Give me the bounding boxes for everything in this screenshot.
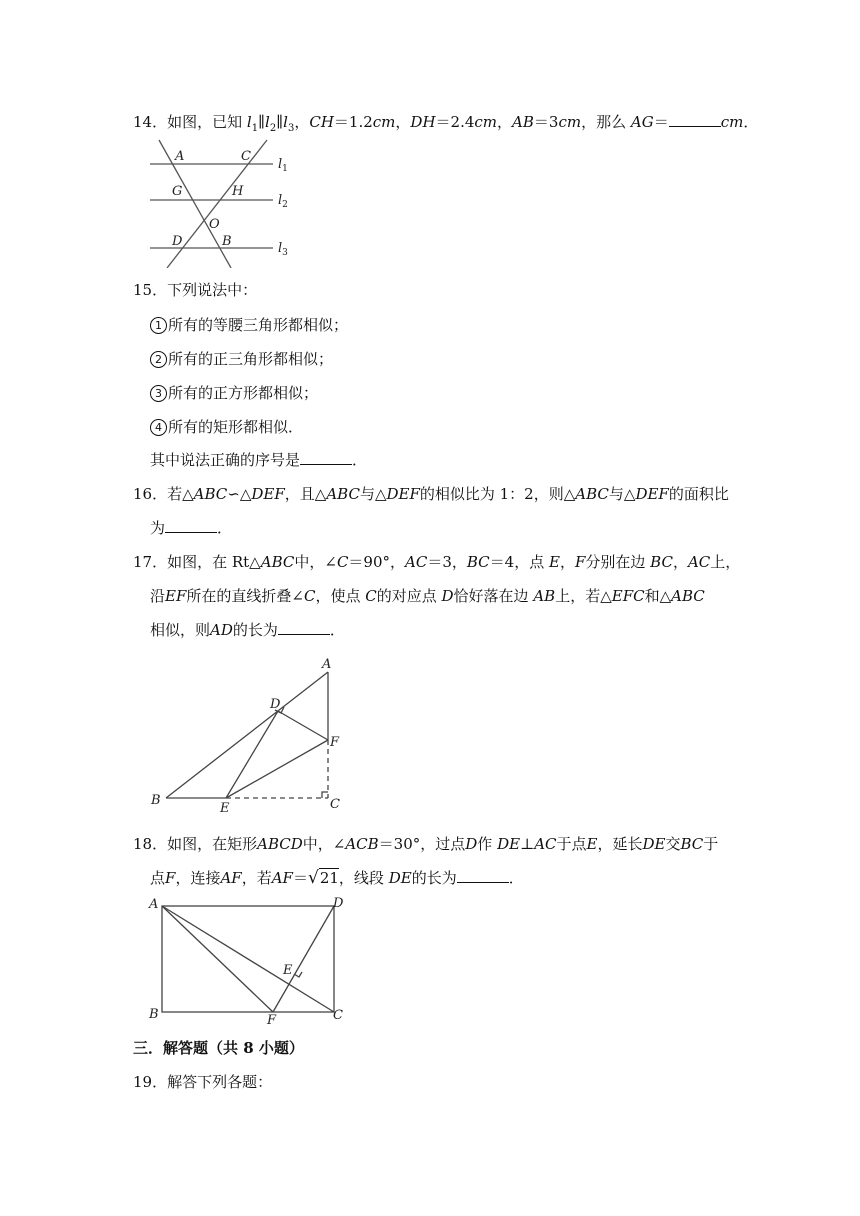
answer-blank[interactable]	[278, 620, 330, 635]
text: AC	[534, 835, 557, 853]
text: ABC	[575, 485, 609, 503]
text: 为	[150, 519, 166, 537]
text: F	[574, 553, 586, 571]
text: BC	[680, 835, 704, 853]
text: AF	[220, 869, 242, 887]
text: 1	[282, 164, 288, 174]
segment-BA	[166, 672, 328, 798]
question-17-cont2	[150, 620, 345, 640]
q15-ask	[150, 450, 367, 470]
text: DEF	[251, 485, 285, 503]
text: 的面积比	[668, 485, 729, 503]
text: 3	[282, 248, 288, 258]
sqrt-symbol: √	[307, 868, 319, 888]
diagonal-AC	[162, 906, 334, 1012]
text: cm	[558, 113, 582, 131]
text: 3	[548, 113, 559, 131]
text: ∥	[258, 113, 266, 131]
text: l	[246, 113, 252, 131]
right-angle-C	[322, 792, 328, 798]
text: ＝90°，	[348, 553, 406, 571]
text: ，	[294, 113, 310, 131]
label-B: B	[151, 793, 161, 808]
text: 与△	[359, 485, 387, 503]
text: 的长为	[411, 869, 457, 887]
text: 相似，则	[150, 621, 211, 639]
text: 上，若△	[555, 587, 612, 605]
text: 3	[287, 123, 295, 134]
text: 点	[150, 869, 166, 887]
text: ．	[217, 519, 233, 537]
text: l	[278, 157, 283, 172]
label-l3	[278, 241, 288, 258]
q15-item-2	[150, 349, 333, 369]
circled-number: 4	[150, 419, 167, 436]
question-number: 14．	[133, 113, 168, 131]
text: ＝3，	[427, 553, 467, 571]
text: AB	[512, 113, 534, 131]
text: EFC	[611, 587, 645, 605]
text: 21	[319, 869, 339, 887]
segment-EF	[226, 740, 328, 798]
text: AC	[687, 553, 711, 571]
q15-item-4	[150, 417, 303, 437]
text: 2	[282, 200, 288, 210]
text: 所在的直线折叠∠	[186, 587, 304, 605]
answer-blank[interactable]	[300, 450, 352, 465]
text: 所有的等腰三角形都相似；	[168, 316, 349, 334]
text: 如图，已知	[167, 113, 243, 131]
label-D: D	[172, 234, 183, 249]
sqrt-expression	[308, 868, 339, 888]
label-F: F	[330, 735, 340, 750]
text: C	[336, 553, 349, 571]
text: DE	[497, 835, 521, 853]
text: ABC	[260, 553, 295, 571]
question-15-text	[133, 280, 257, 300]
text: ＝	[533, 113, 549, 131]
label-D: D	[270, 697, 281, 712]
question-16-text	[133, 484, 729, 504]
text: CH	[309, 113, 334, 131]
text: ABC	[326, 485, 360, 503]
text: DH	[410, 113, 436, 131]
segment-AF	[162, 906, 273, 1012]
text: 2	[269, 123, 277, 134]
label-B: B	[222, 234, 232, 249]
label-A: A	[322, 657, 332, 672]
text: ＝	[653, 113, 669, 131]
text: DE	[388, 869, 412, 887]
q15-item-1	[150, 315, 348, 335]
text: C	[303, 587, 316, 605]
question-18-text	[133, 834, 718, 854]
section-3-title: 三．解答题（共 8 小题）	[133, 1039, 304, 1057]
text: cm	[720, 113, 744, 131]
text: 如图，在矩形	[167, 835, 258, 853]
text: AB	[533, 587, 556, 605]
text: ACB	[345, 835, 379, 853]
text: DE	[642, 835, 666, 853]
text: 所有的正三角形都相似；	[168, 350, 334, 368]
text: D	[441, 587, 454, 605]
text: ，延长	[597, 835, 643, 853]
text: BC	[466, 553, 490, 571]
text: 沿	[150, 587, 166, 605]
text: ．	[743, 113, 759, 131]
text: 2.4	[450, 113, 475, 131]
label-E: E	[283, 963, 293, 978]
text: 与△	[608, 485, 636, 503]
question-17-text	[133, 552, 740, 572]
text: DEF	[386, 485, 420, 503]
figure-rectangle	[145, 894, 355, 1024]
text: AG	[630, 113, 654, 131]
text: 交	[665, 835, 681, 853]
text: AC	[405, 553, 428, 571]
label-G: G	[172, 184, 183, 199]
text: ＝30°，过点	[378, 835, 466, 853]
text: ∽△	[227, 485, 252, 503]
figure-triangle-fold	[148, 652, 348, 814]
text: ∥	[276, 113, 284, 131]
text: ＝	[292, 869, 308, 887]
text: 和△	[644, 587, 672, 605]
answer-blank[interactable]	[165, 518, 217, 533]
label-A: A	[175, 149, 185, 164]
text: ，	[672, 553, 688, 571]
text: ABC	[193, 485, 228, 503]
answer-blank[interactable]	[457, 868, 509, 883]
text: 1	[251, 123, 259, 134]
text: 分别在边	[585, 553, 646, 571]
text: 如图，在 Rt△	[167, 553, 261, 571]
label-l1	[278, 157, 288, 174]
text: ，那么	[581, 113, 627, 131]
segment-DF	[273, 906, 334, 1012]
label-D: D	[333, 896, 344, 911]
text: EF	[165, 587, 187, 605]
text: l	[283, 113, 288, 131]
text: ．	[329, 621, 345, 639]
text: ，连接	[175, 869, 221, 887]
circled-number: 1	[150, 317, 167, 334]
text: 解答下列各题：	[167, 1073, 273, 1091]
text: cm	[372, 113, 396, 131]
text: 的对应点	[376, 587, 437, 605]
text: ＝	[435, 113, 451, 131]
text: E	[586, 835, 598, 853]
text: cm	[474, 113, 498, 131]
question-19-text	[133, 1072, 272, 1092]
circled-number: 2	[150, 351, 167, 368]
label-E: E	[220, 801, 230, 814]
text: 作	[477, 835, 493, 853]
circled-number: 3	[150, 385, 167, 402]
text: D	[465, 835, 478, 853]
question-number: 18．	[133, 835, 168, 853]
label-O: O	[209, 217, 220, 232]
text: 的长为	[232, 621, 278, 639]
text: 于	[703, 835, 719, 853]
text: ＝	[333, 113, 349, 131]
text: F	[165, 869, 176, 887]
text: DEF	[635, 485, 669, 503]
text: 中，∠	[294, 553, 337, 571]
text: ABC	[671, 587, 705, 605]
text: BC	[650, 553, 673, 571]
q15-item-3	[150, 383, 318, 403]
text: C	[365, 587, 377, 605]
label-B: B	[149, 1007, 159, 1022]
label-C: C	[330, 797, 340, 812]
question-17-cont1	[150, 586, 705, 606]
text: ，	[395, 113, 411, 131]
text: 1.2	[348, 113, 373, 131]
text: 中，∠	[302, 835, 346, 853]
text: 的相似比为 1：2，则△	[419, 485, 576, 503]
figure-parallel-lines	[145, 138, 295, 268]
question-number: 19．	[133, 1073, 168, 1091]
text: ABCD	[257, 835, 303, 853]
text: 恰好落在边	[453, 587, 529, 605]
text: ，线段	[338, 869, 384, 887]
label-l2	[278, 193, 288, 210]
text: 下列说法中：	[167, 281, 258, 299]
label-H: H	[232, 184, 244, 199]
text: ，使点	[315, 587, 361, 605]
text: ＝4，点	[489, 553, 545, 571]
question-number: 17．	[133, 553, 168, 571]
text: ，且△	[284, 485, 327, 503]
text: 上，	[710, 553, 741, 571]
text: E	[548, 553, 560, 571]
text: ，若	[241, 869, 272, 887]
question-18-cont	[150, 868, 524, 888]
text: AF	[271, 869, 293, 887]
text: 所有的矩形都相似．	[168, 418, 304, 436]
text: 所有的正方形都相似；	[168, 384, 319, 402]
text: ．	[352, 451, 368, 469]
text: ，	[497, 113, 513, 131]
line-ab	[159, 140, 231, 268]
text: 若△	[167, 485, 194, 503]
text: 其中说法正确的序号是	[150, 451, 301, 469]
text: l	[278, 241, 283, 256]
text: l	[265, 113, 270, 131]
question-number: 16．	[133, 485, 168, 503]
label-C: C	[241, 149, 251, 164]
question-14-text	[133, 112, 758, 139]
question-16-cont	[150, 518, 232, 538]
label-F: F	[267, 1013, 277, 1024]
text: AD	[210, 621, 233, 639]
label-C: C	[333, 1008, 343, 1023]
segment-DF	[278, 711, 328, 740]
label-A: A	[149, 897, 159, 912]
text: 于点	[556, 835, 587, 853]
segment-ED	[226, 711, 278, 798]
text: ，	[559, 553, 575, 571]
question-number: 15．	[133, 281, 168, 299]
text: l	[278, 193, 283, 208]
text: ．	[508, 869, 524, 887]
text: ⊥	[520, 835, 535, 853]
answer-blank[interactable]	[669, 112, 721, 127]
